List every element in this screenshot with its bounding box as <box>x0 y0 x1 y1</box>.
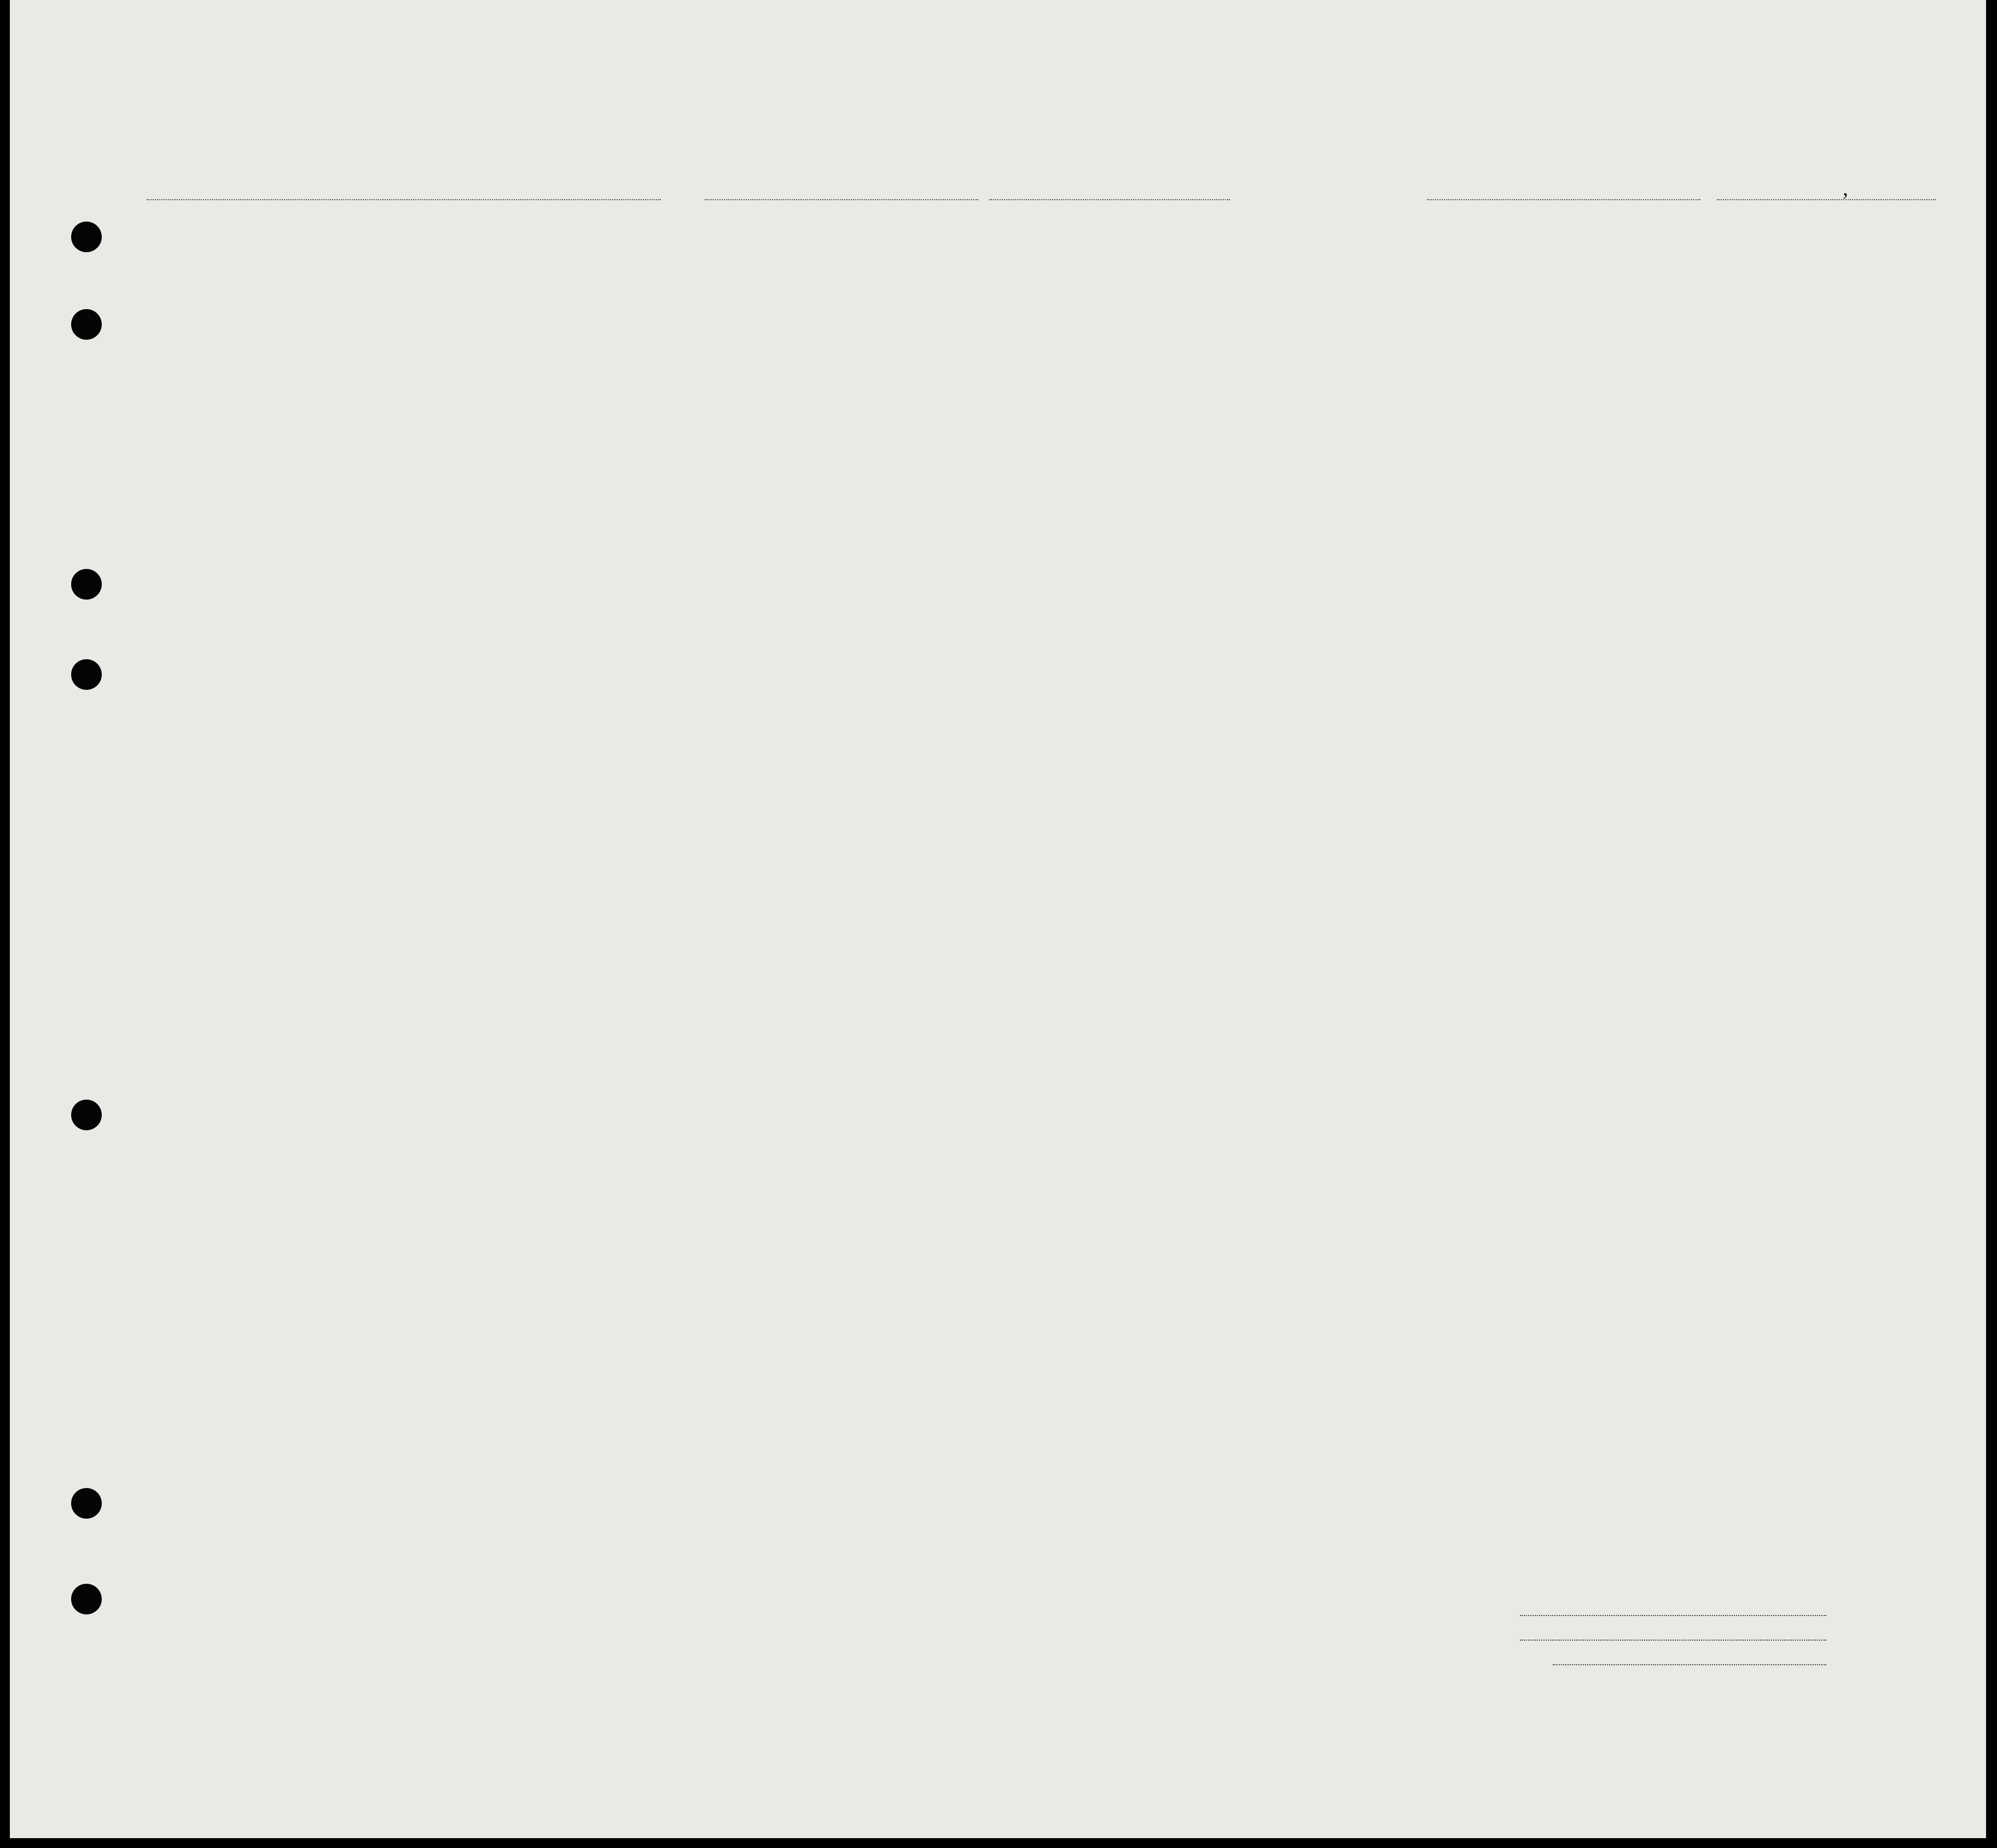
punch-hole <box>71 1100 102 1130</box>
punch-hole <box>71 222 102 252</box>
table-grid <box>10 0 1986 1641</box>
owners-value <box>1520 1640 1826 1641</box>
local-agents-value <box>1553 1664 1826 1665</box>
punch-hole <box>71 659 102 690</box>
punch-hole <box>71 1488 102 1519</box>
punch-hole <box>71 309 102 340</box>
punch-hole <box>71 1584 102 1614</box>
arrival-year-prefix: , <box>1843 176 1848 200</box>
punch-hole <box>71 569 102 600</box>
manifest-sheet <box>10 0 1986 1838</box>
line-value <box>1520 1615 1826 1616</box>
